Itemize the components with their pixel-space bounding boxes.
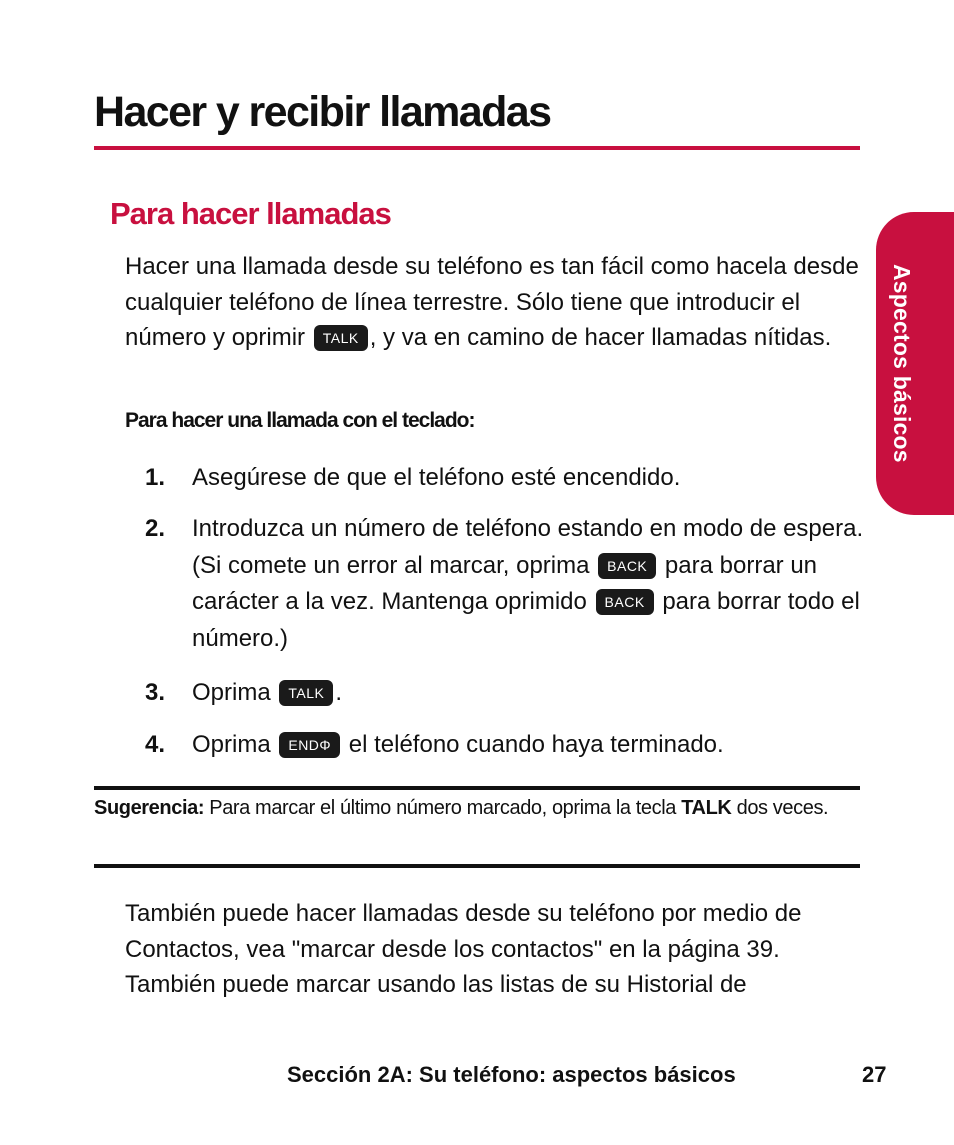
step-number: 1. xyxy=(145,464,166,491)
outro-paragraph: También puede hacer llamadas desde su teléfono por medio de Contactos, vea "marcar desde los contactos" en la página 39. También puede marcar usando las listas de su Historial de xyxy=(125,900,802,998)
tip-bottom-divider xyxy=(94,864,860,868)
talk-key-icon: TALK xyxy=(314,325,368,351)
tip-key-label: TALK xyxy=(681,797,732,819)
back-key-icon: BACK xyxy=(596,589,654,615)
step-text xyxy=(192,675,864,712)
title-divider xyxy=(94,146,860,150)
side-tab xyxy=(876,212,954,515)
step-text-part: . xyxy=(335,679,343,706)
tip-text: Para marcar el último número marcado, oprima la tecla xyxy=(204,797,682,819)
intro-paragraph xyxy=(125,249,860,356)
step-number: 4. xyxy=(145,731,166,758)
intro-text-end: , y va en camino de hacer llamadas nítidas. xyxy=(369,324,832,351)
step-text: Asegúrese de que el teléfono esté encendido. xyxy=(192,464,681,491)
step-text-part: Oprima xyxy=(192,731,278,758)
tip-text-end: dos veces. xyxy=(731,797,829,819)
step-text-part: para borrar un carácter a la vez. Mantenga oprimido xyxy=(192,551,818,615)
tip-box xyxy=(94,790,860,827)
intro-text-start: Hacer una llamada desde su teléfono es tan fácil como hacela desde cualquier teléfono de línea terrestre. Sólo tiene que introducir el número y oprimir xyxy=(125,253,859,351)
step-text xyxy=(192,727,864,764)
section-heading: Para hacer llamadas xyxy=(110,196,391,231)
step-text-part: para borrar todo el número.) xyxy=(192,588,860,652)
step-number: 3. xyxy=(145,679,166,706)
step-text-part: el teléfono cuando haya terminado. xyxy=(342,731,724,758)
page-title: Hacer y recibir llamadas xyxy=(94,88,551,136)
end-power-key-icon: ENDΦ xyxy=(279,732,340,758)
footer-section-title: Sección 2A: Su teléfono: aspectos básicos xyxy=(287,1062,736,1087)
page-number: 27 xyxy=(862,1062,887,1087)
step-number: 2. xyxy=(145,515,166,542)
side-tab-label: Aspectos básicos xyxy=(889,264,915,463)
step-text-part: Introduzca un número de teléfono estando en modo de espera. (Si comete un error al marcar, oprima xyxy=(192,515,864,579)
tip-label: Sugerencia: xyxy=(94,797,205,819)
instructions-subheading: Para hacer una llamada con el teclado: xyxy=(125,409,475,432)
back-key-icon: BACK xyxy=(598,553,656,579)
step-text xyxy=(192,511,864,657)
talk-key-icon: TALK xyxy=(279,680,333,706)
step-text-part: Oprima xyxy=(192,679,278,706)
